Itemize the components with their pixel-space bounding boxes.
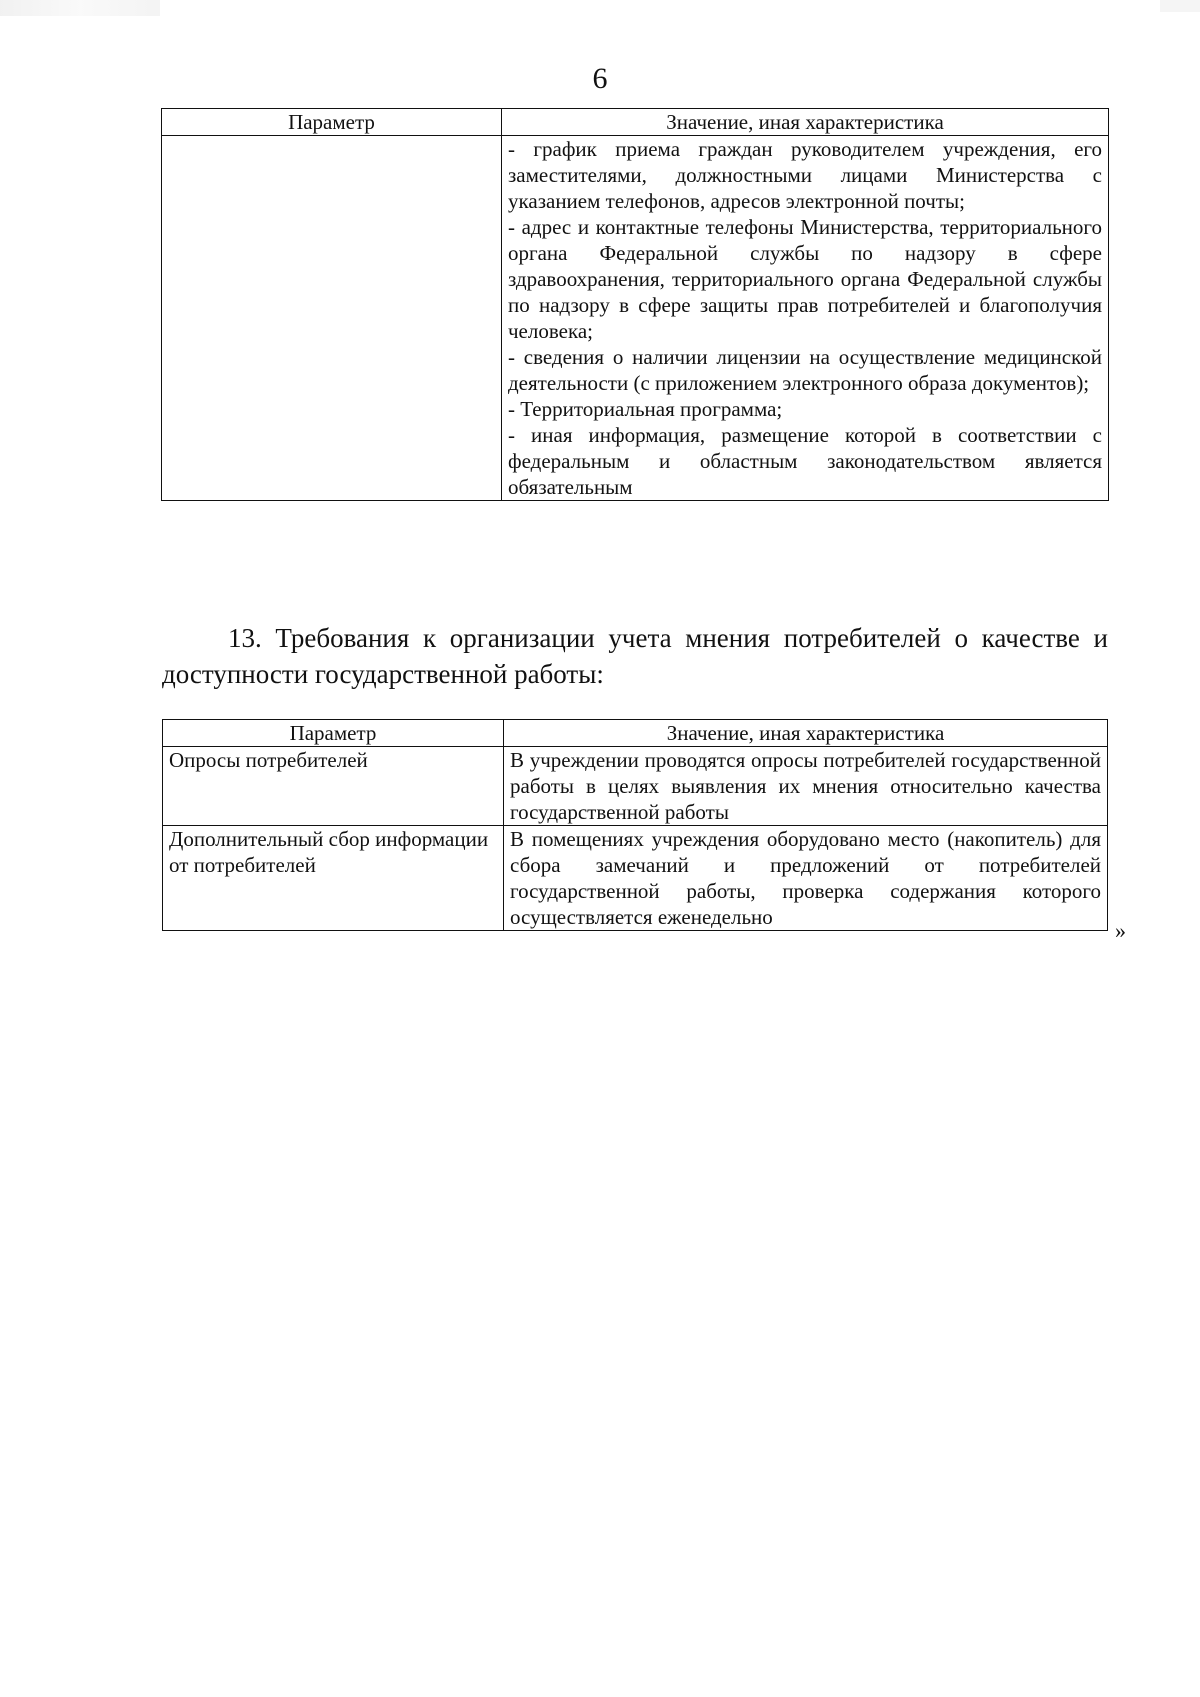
table-row bbox=[162, 136, 1109, 501]
param-cell: Дополнительный сбор информации от потребителей bbox=[163, 826, 504, 931]
list-item: - график приема граждан руководителем учреждения, его заместителями, должностными лицами Министерства с указанием телефонов, адресов электронной почты; bbox=[508, 137, 1102, 213]
section-13-heading-text: 13. Требования к организации учета мнения потребителей о качестве и доступности государственной работы: bbox=[162, 623, 1108, 689]
services-info-table bbox=[161, 108, 1109, 501]
scan-artifact bbox=[0, 0, 160, 16]
table-row bbox=[163, 826, 1108, 931]
section-13-heading bbox=[162, 620, 1108, 692]
list-item: - иная информация, размещение которой в соответствии с федеральным и областным законодательством является обязательным bbox=[508, 423, 1102, 499]
header-param: Параметр bbox=[163, 720, 504, 747]
param-cell bbox=[162, 136, 502, 501]
header-value: Значение, иная характеристика bbox=[504, 720, 1108, 747]
list-item: - адрес и контактные телефоны Министерства, территориального органа Федеральной службы по надзору в сфере здравоохранения, территориального органа Федеральной службы по надзору в сфере защиты прав потребителей и благополучия человека; bbox=[508, 215, 1102, 343]
value-cell: В учреждении проводятся опросы потребителей государственной работы в целях выявления их мнения относительно качества государственной работы bbox=[504, 747, 1108, 826]
scan-artifact bbox=[1160, 0, 1200, 12]
value-cell bbox=[502, 136, 1109, 501]
table-row bbox=[163, 747, 1108, 826]
list-item: - сведения о наличии лицензии на осуществление медицинской деятельности (с приложением электронного образа документов); bbox=[508, 345, 1102, 395]
param-cell: Опросы потребителей bbox=[163, 747, 504, 826]
table-header-row bbox=[163, 720, 1108, 747]
list-item: - Территориальная программа; bbox=[508, 397, 783, 421]
header-param: Параметр bbox=[162, 109, 502, 136]
closing-quote: » bbox=[1115, 918, 1126, 943]
table-header-row bbox=[162, 109, 1109, 136]
page-number: 6 bbox=[592, 62, 608, 95]
header-value: Значение, иная характеристика bbox=[502, 109, 1109, 136]
consumer-opinion-table bbox=[162, 719, 1108, 931]
value-cell: В помещениях учреждения оборудовано место (накопитель) для сбора замечаний и предложений от потребителей государственной работы, проверка содержания которого осуществляется еженедельно bbox=[504, 826, 1108, 931]
